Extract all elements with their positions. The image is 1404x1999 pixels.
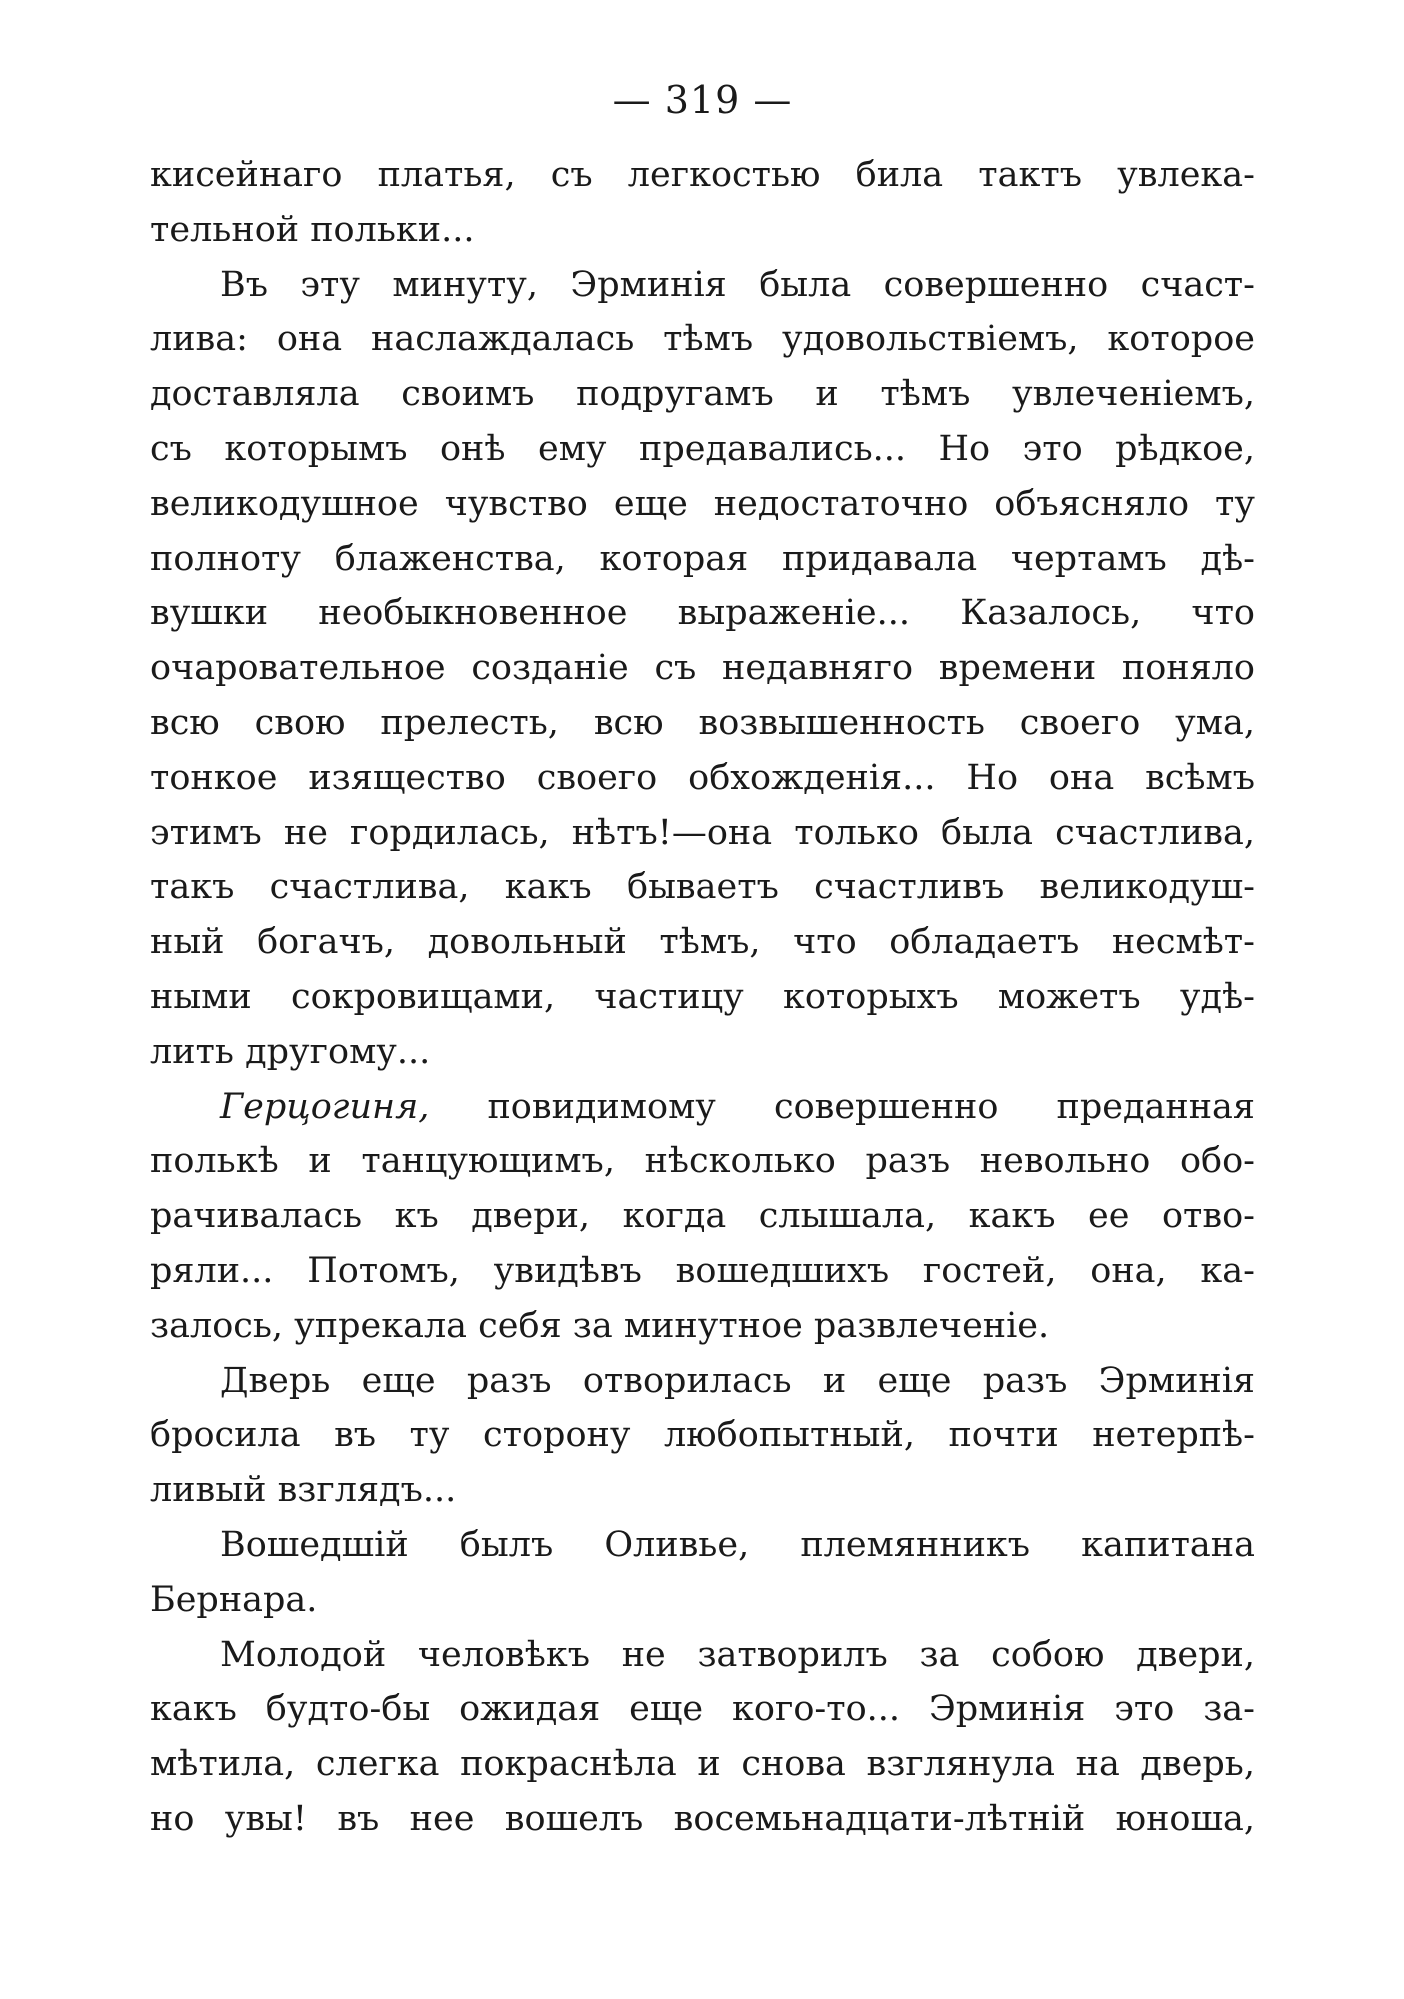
text-line-content: ливый взглядъ... — [150, 1470, 457, 1511]
text-line — [150, 1354, 1255, 1409]
text-line-content: Бернара. — [150, 1579, 318, 1620]
text-line-content: Молодой человѣкъ не затворилъ за собою двери, — [220, 1634, 1255, 1675]
text-line-content: полькѣ и танцующимъ, нѣсколько разъ невольно обо- — [150, 1141, 1255, 1182]
text-line-content: всю свою прелесть, всю возвышенность своего ума, — [150, 702, 1255, 743]
text-line-content: вушки необыкновенное выраженіе... Казалось, что — [150, 593, 1255, 634]
text-line-content: этимъ не гордилась, нѣтъ!—она только была счастлива, — [150, 812, 1255, 853]
text-line-content: лить другому... — [150, 1031, 431, 1072]
text-line — [150, 148, 1255, 203]
text-line-content: Въ эту минуту, Эрминія была совершенно счаст- — [220, 264, 1255, 305]
text-line-content: очаровательное созданіе съ недавняго времени поняло — [150, 648, 1255, 689]
text-line — [150, 1134, 1255, 1189]
text-line — [150, 860, 1255, 915]
text-line-content: Дверь еще разъ отворилась и еще разъ Эрминія — [220, 1360, 1255, 1401]
page-number: — 319 — — [612, 78, 793, 122]
text-line-content: но увы! въ нее вошелъ восемьнадцати-лѣтній юноша, — [150, 1798, 1255, 1839]
text-line-content: ный богачъ, довольный тѣмъ, что обладаетъ несмѣт- — [150, 922, 1255, 963]
text-line-content: бросила въ ту сторону любопытный, почти нетерпѣ- — [150, 1415, 1255, 1456]
text-line-content: мѣтила, слегка покраснѣла и снова взглянула на дверь, — [150, 1744, 1255, 1785]
text-line — [150, 1080, 1255, 1135]
text-line-content: повидимому совершенно преданная — [429, 1086, 1255, 1127]
text-line — [150, 1682, 1255, 1737]
text-line — [150, 422, 1255, 477]
text-line — [150, 477, 1255, 532]
text-line — [150, 1518, 1255, 1573]
text-line — [150, 586, 1255, 641]
emphasized-word: Герцогиня, — [220, 1086, 430, 1127]
text-line-content: залось, упрекала себя за минутное развлеченіе. — [150, 1305, 1050, 1346]
text-line — [150, 1737, 1255, 1792]
text-line — [150, 970, 1255, 1025]
text-line-content: полноту блаженства, которая придавала чертамъ дѣ- — [150, 538, 1255, 579]
text-line — [150, 203, 1255, 258]
text-line — [150, 1463, 1255, 1518]
text-line — [150, 1189, 1255, 1244]
text-line — [150, 1628, 1255, 1683]
text-line — [150, 806, 1255, 861]
text-line — [150, 1299, 1255, 1354]
text-line-content: съ которымъ онѣ ему предавались... Но это рѣдкое, — [150, 428, 1255, 469]
text-line — [150, 915, 1255, 970]
text-line-content: тонкое изящество своего обхожденія... Но она всѣмъ — [150, 757, 1255, 798]
text-line — [150, 696, 1255, 751]
text-line-content: ряли... Потомъ, увидѣвъ вошедшихъ гостей, она, ка- — [150, 1250, 1255, 1291]
text-line-content: великодушное чувство еще недостаточно объясняло ту — [150, 483, 1255, 524]
text-line-content: лива: она наслаждалась тѣмъ удовольствіемъ, которое — [150, 319, 1255, 360]
text-line — [150, 367, 1255, 422]
text-line-content: какъ будто-бы ожидая еще кого-то... Эрминія это за- — [150, 1689, 1255, 1730]
text-block — [150, 148, 1255, 1847]
text-line-content: кисейнаго платья, съ легкостью била тактъ увлека- — [150, 155, 1255, 195]
book-page — [150, 70, 1255, 1847]
text-line — [150, 1244, 1255, 1299]
text-line-content: такъ счастлива, какъ бываетъ счастливъ великодуш- — [150, 867, 1255, 908]
text-line-content: доставляла своимъ подругамъ и тѣмъ увлеченіемъ, — [150, 374, 1255, 415]
text-line — [150, 641, 1255, 696]
text-line — [150, 1025, 1255, 1080]
text-line — [150, 312, 1255, 367]
text-line-content: тельной польки... — [150, 209, 475, 250]
text-line — [150, 1573, 1255, 1628]
text-line — [150, 258, 1255, 313]
text-line-content: Вошедшій былъ Оливье, племянникъ капитана — [220, 1524, 1255, 1565]
text-line — [150, 532, 1255, 587]
text-line-content: ными сокровищами, частицу которыхъ можетъ удѣ- — [150, 976, 1255, 1017]
text-line — [150, 751, 1255, 806]
text-line-content: рачивалась къ двери, когда слышала, какъ ее отво- — [150, 1196, 1255, 1237]
text-line — [150, 1792, 1255, 1847]
text-line — [150, 1408, 1255, 1463]
